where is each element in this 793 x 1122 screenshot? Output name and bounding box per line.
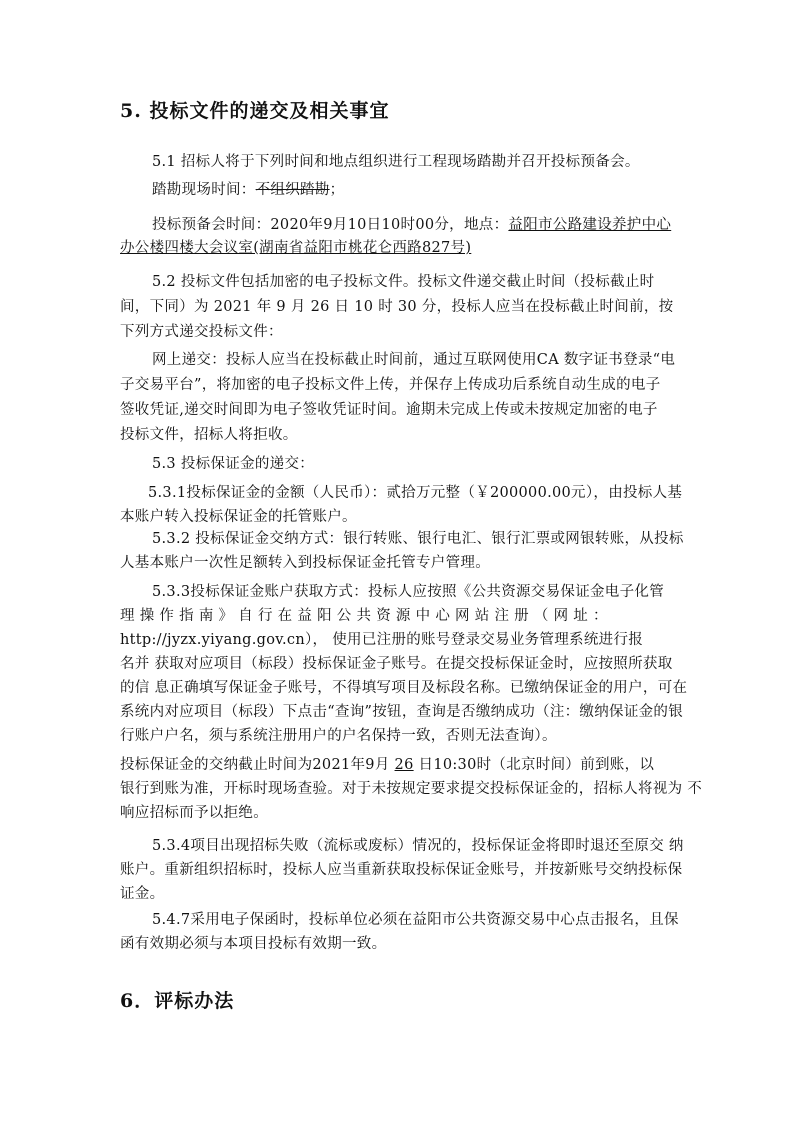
deadline-day: 26	[394, 757, 414, 773]
meeting-place-1: 益阳市公路建设养护中心	[508, 217, 672, 233]
para-5-2-line: 5.2 投标文件包括加密的电子投标文件。投标文件递交截止时间（投标截止时	[152, 274, 655, 290]
para-5-3-3-line: 行账户户名，须与系统注册用户的户名保持一致，否则无法查询）。	[120, 728, 557, 744]
site-visit-value: 不组织踏勘	[255, 182, 330, 198]
deadline-part-2: 日10:30时（北京时间）前到账，以	[413, 757, 655, 773]
section-5-heading: 5. 投标文件的递交及相关事宜	[120, 100, 390, 122]
site-visit-end: ；	[329, 182, 345, 198]
para-5-3-3-line: 名并 获取对应项目（标段）投标保证金子账号。在提交投标保证金时，应按照所获取	[120, 656, 673, 672]
para-5-3-1-line: 本账户转入投标保证金的托管账户。	[120, 509, 357, 525]
online-line: 投标文件，招标人将拒收。	[120, 427, 298, 443]
section-6-heading: 6．评标办法	[120, 990, 235, 1012]
para-5-3-3-line: 系统内对应项目（标段）下点击“查询”按钮，查询是否缴纳成功（注：缴纳保证金的银	[120, 704, 684, 720]
para-5-2-line: 间，下同）为 2021 年 9 月 26 日 10 时 30 分，投标人应当在投标截止时间前，按	[120, 299, 674, 315]
deadline-line-1	[120, 753, 654, 774]
meeting-place-2: 办公楼四楼大会议室(湖南省益阳市桃花仑西路827号)	[120, 240, 472, 256]
online-line: 网上递交：投标人应当在投标截止时间前，通过互联网使用CA 数字证书登录“电	[152, 352, 676, 368]
para-5-3-3-line: 5.3.3投标保证金账户获取方式：投标人应按照《公共资源交易保证金电子化管	[152, 584, 664, 600]
para-5-3-2-line: 人基本账户一次性足额转入到投标保证金托管专户管理。	[120, 555, 490, 571]
para-5-1-line: 5.1 招标人将于下列时间和地点组织进行工程现场踏勘并召开投标预备会。	[152, 154, 640, 170]
para-5-4-7-line: 5.4.7采用电子保函时，投标单位必须在益阳市公共资源交易中心点击报名，且保	[152, 912, 679, 928]
deadline-part-1: 投标保证金的交纳截止时间为2021年9月	[120, 757, 395, 773]
para-5-3-3-line: http://jyzx.yiyang.gov.cn）， 使用已注册的账号登录交易业务管理系统进行报	[120, 632, 644, 648]
meeting-line-1	[152, 213, 671, 234]
online-line: 子交易平台”，将加密的电子投标文件上传，并保存上传成功后系统自动生成的电子	[120, 377, 661, 393]
site-visit-line	[152, 178, 344, 199]
para-5-3-2-line: 5.3.2 投标保证金交纳方式：银行转账、银行电汇、银行汇票或网银转账，从投标	[152, 531, 684, 547]
para-5-3-title: 5.3 投标保证金的递交：	[152, 456, 315, 472]
para-5-3-3-line: 理 操 作 指 南 》 自 行 在 益 阳 公 共 资 源 中 心 网 站 注 册 （ 网 址 ：	[120, 608, 608, 624]
deadline-line: 响应招标而予以拒绝。	[120, 805, 268, 821]
para-5-2-line: 下列方式递交投标文件：	[120, 324, 283, 340]
deadline-line: 银行到账为准，开标时现场查验。对于未按规定要求提交投标保证金的，招标人将视为 不	[120, 781, 703, 797]
site-visit-label: 踏勘现场时间：	[152, 182, 256, 198]
para-5-3-4-line: 证金。	[120, 886, 165, 902]
para-5-3-4-line: 账户。重新组织招标时，投标人应当重新获取投标保证金账号，并按新账号交纳投标保	[120, 862, 683, 878]
meeting-label: 投标预备会时间：2020年9月10日10时00分，地点：	[152, 217, 509, 233]
para-5-3-4-line: 5.3.4项目出现招标失败（流标或废标）情况的，投标保证金将即时退还至原交 纳	[152, 838, 684, 854]
para-5-3-1-line: 5.3.1投标保证金的金额（人民币）：贰拾万元整（￥200000.00元），由投标人基	[148, 485, 683, 501]
online-line: 签收凭证,递交时间即为电子签收凭证时间。逾期未完成上传或未按规定加密的电子	[120, 402, 658, 418]
para-5-4-7-line: 函有效期必须与本项目投标有效期一致。	[120, 936, 387, 952]
para-5-3-3-line: 的信 息正确填写保证金子账号，不得填写项目及标段名称。已缴纳保证金的用户，可在	[120, 680, 688, 696]
